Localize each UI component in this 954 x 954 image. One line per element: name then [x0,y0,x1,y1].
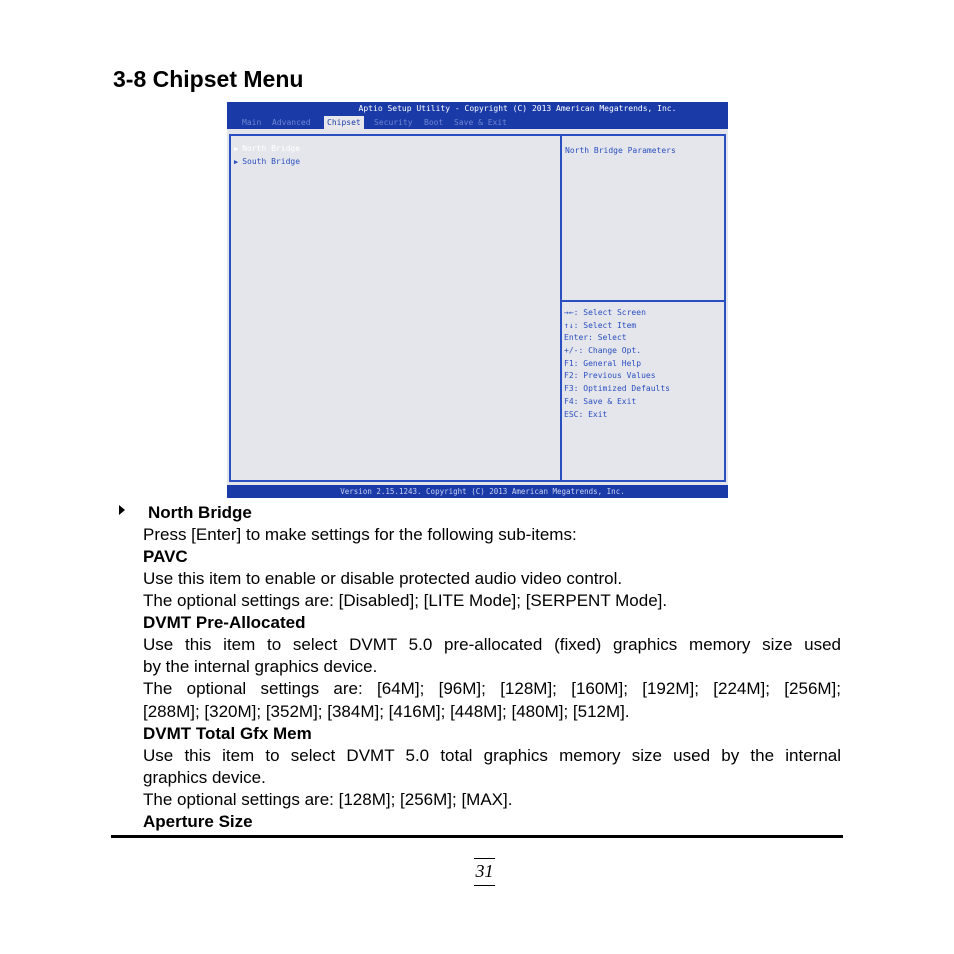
paragraph: [288M]; [320M]; [352M]; [384M]; [416M]; [448M]; [480M]; [512M]. [143,702,630,721]
subitem-title-dvmt-pre-allocated: DVMT Pre-Allocated [143,613,306,632]
key-hint: ↑↓: Select Item [564,320,637,330]
paragraph: graphics device. [143,768,266,787]
subitem-title-aperture-size: Aperture Size [143,812,253,831]
bios-footer: Version 2.15.1243. Copyright (C) 2013 American Megatrends, Inc. [227,485,728,498]
bios-help-panel [560,134,726,482]
key-hint: ESC: Exit [564,409,608,419]
bios-tab-boot[interactable]: Boot [424,118,444,127]
key-hint: F3: Optimized Defaults [564,384,670,394]
bios-tab-chipset[interactable]: Chipset [324,116,364,129]
key-hint: F2: Previous Values [564,371,656,381]
bios-item-south-bridge[interactable]: ▶ South Bridge [234,157,301,166]
bios-item-description: North Bridge Parameters [565,146,676,155]
submenu-arrow-icon: ▶ [234,158,239,166]
bios-menu-panel [229,134,565,482]
footer-rule [111,835,843,838]
bios-item-north-bridge[interactable]: ▶ North Bridge [234,144,301,153]
key-hint: Enter: Select [564,333,627,343]
page-title: 3-8 Chipset Menu [113,66,304,92]
key-hint: F1: General Help [564,358,642,368]
bios-tab-security[interactable]: Security [374,118,413,127]
bios-key-legend [564,308,670,422]
paragraph: Use this item to select DVMT 5.0 total graphics memory size used by the internal [143,746,841,765]
page-number: 31 [474,858,495,886]
bios-tab-main[interactable]: Main [242,118,262,127]
subitem-title-pavc: PAVC [143,547,188,566]
subitem-title-dvmt-total-gfx-mem: DVMT Total Gfx Mem [143,724,312,743]
submenu-arrow-icon: ▶ [234,145,239,153]
paragraph: The optional settings are: [Disabled]; [LITE Mode]; [SERPENT Mode]. [143,591,668,610]
key-hint: →←: Select Screen [564,308,646,317]
paragraph: by the internal graphics device. [143,657,378,676]
paragraph: Use this item to select DVMT 5.0 pre-allocated (fixed) graphics memory size used [143,635,841,654]
bios-tab-bar [227,116,728,129]
bios-screenshot [227,102,728,498]
paragraph: The optional settings are: [128M]; [256M]; [MAX]. [143,790,513,809]
paragraph: Use this item to enable or disable protected audio video control. [143,569,623,588]
bios-tab-save-exit[interactable]: Save & Exit [454,118,507,127]
divider [562,300,724,302]
bios-tab-advanced[interactable]: Advanced [272,118,311,127]
key-hint: F4: Save & Exit [564,396,637,406]
bios-title-bar: Aptio Setup Utility - Copyright (C) 2013 American Megatrends, Inc. [227,102,728,116]
paragraph: Press [Enter] to make settings for the following sub-items: [143,525,577,544]
key-hint: +/-: Change Opt. [564,346,642,356]
bullet-arrow-icon [119,505,125,515]
paragraph: The optional settings are: [64M]; [96M]; [128M]; [160M]; [192M]; [224M]; [256M]; [143,679,841,698]
section-title-north-bridge: North Bridge [148,503,252,522]
